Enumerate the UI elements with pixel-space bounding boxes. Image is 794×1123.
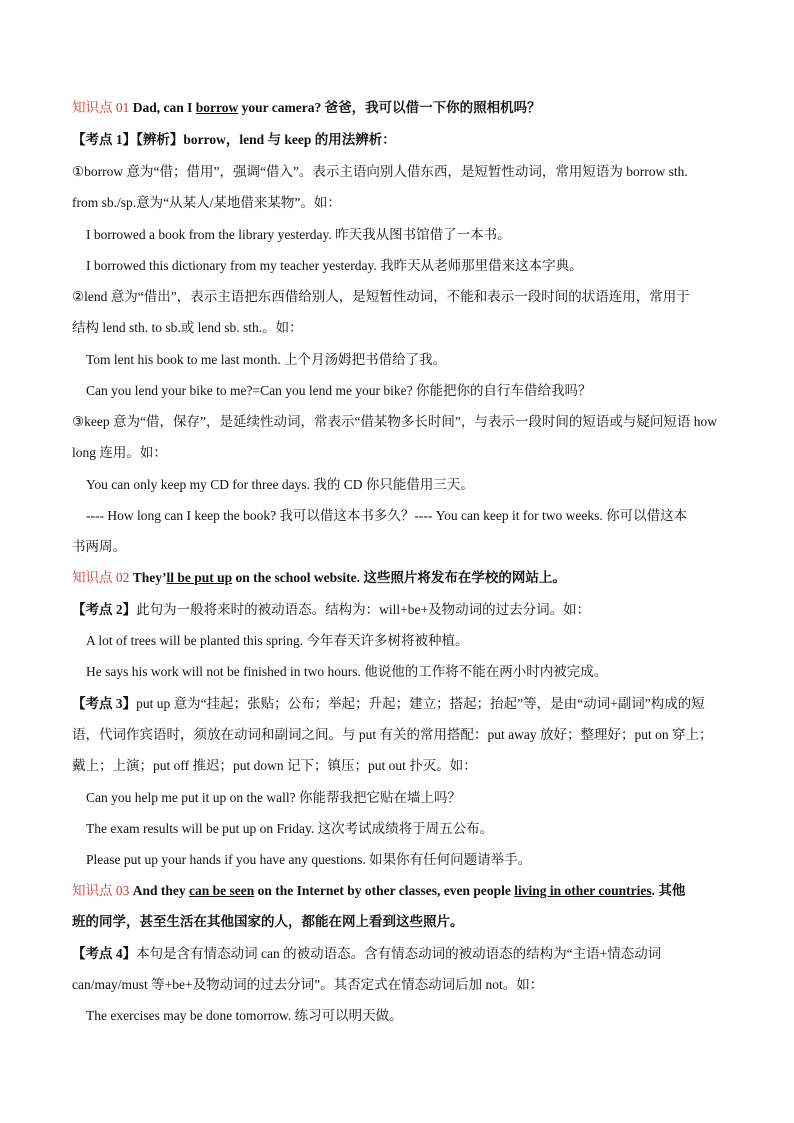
example-sentence: The exercises may be done tomorrow. 练习可以明天做。 [86,1008,403,1023]
knowledge-point-tag: 知识点 02 [72,570,130,585]
example-sentence: ---- How long can I keep the book? 我可以借这本书多久？---- You can keep it for two weeks. 你可以借这本 [86,508,688,523]
sentence-text: . 其他 [651,883,686,898]
paragraph-line: 结构 lend sth. to sb.或 lend sb. sth.。如： [72,320,303,335]
example-sentence: A lot of trees will be planted this spring. 今年春天许多树将被种植。 [86,633,469,648]
example-sentence: I borrowed a book from the library yesterday. 昨天我从图书馆借了一本书。 [86,227,511,242]
knowledge-point-2 [72,568,724,588]
paragraph-line: 书两周。 [72,539,126,554]
underlined-phrase: living in other countries [514,883,652,898]
sentence-translation: 班的同学，甚至生活在其他国家的人，都能在网上看到这些照片。 [72,914,464,929]
sentence-text: your camera? [238,100,322,115]
underlined-phrase: ll be put up [166,570,233,585]
paragraph-line: ①borrow 意为“借；借用”，强调“借入”。表示主语向别人借东西，是短暂性动词，常用短语为 borrow sth. [72,164,688,179]
example-sentence: You can only keep my CD for three days. 我的 CD 你只能借用三天。 [86,477,474,492]
exam-point-title: 【考点 3】 [72,696,137,711]
sentence-translation: 爸爸，我可以借一下你的照相机吗？ [321,100,541,115]
knowledge-point-3 [72,881,724,901]
paragraph-line: long 连用。如： [72,445,167,460]
example-sentence: Tom lent his book to me last month. 上个月汤姆把书借给了我。 [86,352,447,367]
knowledge-point-tag: 知识点 01 [72,100,130,115]
sentence-text: on the school website. [232,570,361,585]
underlined-phrase: borrow [195,100,239,115]
paragraph-line: can/may/must 等+be+及物动词的过去分词”。其否定式在情态动词后加 not。如： [72,977,544,992]
example-sentence: He says his work will not be finished in two hours. 他说他的工作将不能在两小时内被完成。 [86,664,608,679]
example-sentence: The exam results will be put up on Friday. 这次考试成绩将于周五公布。 [86,821,494,836]
exam-point-title: 【考点 4】 [72,946,137,961]
exam-point-1-title: 【考点 1】【辨析】borrow，lend 与 keep 的用法辨析： [72,132,396,147]
example-sentence: Can you help me put it up on the wall? 你能帮我把它贴在墙上吗？ [86,790,461,805]
example-sentence: Please put up your hands if you have any questions. 如果你有任何问题请举手。 [86,852,532,867]
paragraph-line: ②lend 意为“借出”，表示主语把东西借给别人，是短暂性动词，不能和表示一段时间的状语连用，常用于 [72,289,690,304]
example-sentence: I borrowed this dictionary from my teacher yesterday. 我昨天从老师那里借来这本字典。 [86,258,583,273]
sentence-translation: 这些照片将发布在学校的网站上。 [360,570,566,585]
example-sentence: Can you lend your bike to me?=Can you lend me your bike? 你能把你的自行车借给我吗？ [86,383,592,398]
paragraph-text: 本句是含有情态动词 can 的被动语态。含有情态动词的被动语态的结构为“主语+情态动词 [136,946,662,961]
paragraph-line: from sb./sp.意为“从某人/某地借来某物”。如： [72,195,341,210]
sentence-text: They’ [132,570,167,585]
sentence-text: on the Internet by other classes, even people [254,883,515,898]
sentence-text: Dad, can I [132,100,196,115]
exam-point-3 [72,694,724,714]
knowledge-point-1 [72,98,724,118]
exam-point-title: 【考点 2】 [72,602,137,617]
paragraph-text: put up 意为“挂起；张贴；公布；举起；升起；建立；搭起；抬起”等，是由“动词+副词”构成的短 [136,696,705,711]
sentence-text: And they [132,883,190,898]
underlined-phrase: can be seen [189,883,255,898]
paragraph-line: 戴上；上演；put off 推迟；put down 记下；镇压；put out 扑灭。如： [72,758,477,773]
exam-point-4 [72,944,724,964]
paragraph-text: 此句为一般将来时的被动语态。结构为：will+be+及物动词的过去分词。如： [136,602,591,617]
exam-point-2 [72,600,724,620]
knowledge-point-tag: 知识点 03 [72,883,130,898]
paragraph-line: ③keep 意为“借，保存”，是延续性动词，常表示“借某物多长时间”，与表示一段时间的短语或与疑问短语 how [72,414,718,429]
paragraph-line: 语，代词作宾语时，须放在动词和副词之间。与 put 有关的常用搭配：put away 放好；整理好；put on 穿上； [72,727,713,742]
